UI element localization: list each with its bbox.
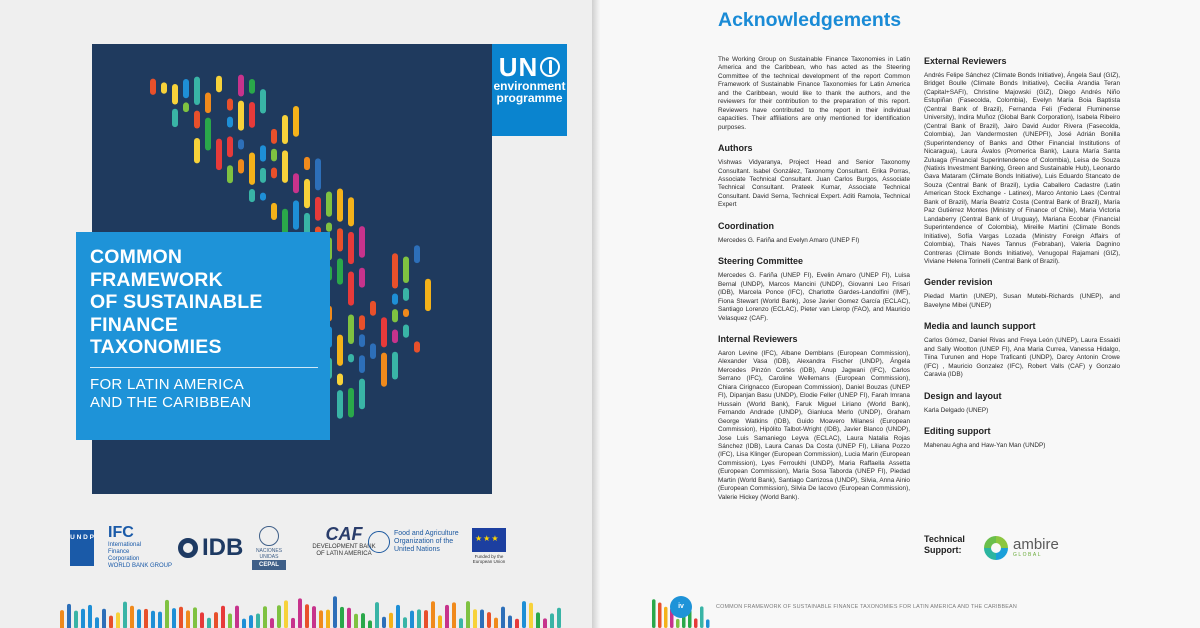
map-bar — [403, 324, 409, 337]
footer-bar — [652, 599, 656, 628]
strip-bar — [200, 612, 204, 628]
strip-bar — [235, 606, 239, 628]
strip-bar — [88, 605, 92, 628]
map-bar — [172, 109, 178, 127]
strip-bar — [522, 601, 526, 628]
map-bar — [392, 293, 398, 304]
editing-text: Mahenau Agha and Haw-Yan Man (UNDP) — [924, 442, 1046, 450]
map-bar — [337, 335, 343, 366]
strip-bar — [361, 613, 365, 628]
map-bar — [348, 354, 354, 362]
footer-bar — [664, 607, 668, 628]
strip-bar — [501, 607, 505, 628]
map-bar — [161, 82, 167, 93]
intro-paragraph: The Working Group on Sustainable Finance Taxonomies in Latin America and the Caribbean, who has acted as the Steering Committee of the technical development of the report Common Framework of Sustainable Finance Taxonomies for Latin America and the Caribbean, would like to thank the authors, and the reviewers for their contribution to the preparation of this report. Reviewers have contributed to the report in their individual capacities. Their affiliations are only mentioned for identification purposes. — [718, 56, 910, 131]
decorative-bar-strip — [0, 594, 598, 628]
footer-bar — [700, 606, 704, 628]
strip-bar — [305, 604, 309, 628]
technical-support-line: Support: — [924, 544, 962, 555]
strip-bar — [228, 613, 232, 628]
strip-bar — [60, 610, 64, 628]
eu-flag-icon — [472, 528, 506, 552]
map-bar — [293, 200, 299, 229]
strip-bar — [424, 610, 428, 628]
map-bar — [238, 75, 244, 97]
map-bar — [304, 179, 310, 208]
ifc-logo-line: International — [108, 542, 142, 548]
undp-logo-text: U N D P — [70, 534, 94, 541]
strip-bar — [151, 611, 155, 628]
strip-bar — [298, 598, 302, 628]
ambire-sub: GLOBAL — [1013, 552, 1043, 558]
authors-text: Vishwas Vidyaranya, Project Head and Senior Taxonomy Consultant. Isabel González, Taxonomy Consultant. Erika Porras, Associate Technical Consultant. Juan Carlos Burgos, Associate Technical Consultant. Prateek Kumar, Associate Technical Consultant. David Serna, Technical Expert. Aditi Ramola, Technical Expert — [718, 159, 910, 209]
idb-logo-text: IDB — [202, 534, 244, 561]
cover-title-line: OF SUSTAINABLE — [90, 291, 263, 313]
map-bar — [249, 189, 255, 202]
map-bar — [227, 165, 233, 183]
steering-text: Mercedes G. Fariña (UNEP FI), Evelin Amaro (UNEP FI), Luisa Bernal (UNDP), Marcos Mancini (UNDP), Giovanni Leo Frisari (IDB), Marcela Ponce (IFC), Charlotte Gardes-Landolfini (IMF), Fiona Stewart (World Bank), Jose Javier Gomez García (ECLAC), Santiago Lorenzo (ECLAC), Pieter van Lierop (FAO), and Mauricio Velasquez (CAF). — [718, 272, 910, 322]
strip-bar — [319, 610, 323, 628]
footer-bar — [694, 618, 698, 628]
strip-bar — [375, 602, 379, 628]
strip-bar — [473, 609, 477, 628]
strip-bar — [347, 608, 351, 628]
un-emblem-icon — [259, 526, 279, 546]
strip-bar — [410, 611, 414, 628]
map-bar — [403, 256, 409, 283]
cover-page — [0, 0, 598, 628]
strip-bar — [368, 620, 372, 628]
strip-bar — [102, 609, 106, 628]
map-bar — [315, 197, 321, 221]
authors-heading: Authors — [718, 143, 753, 154]
fao-emblem-icon — [368, 531, 390, 553]
strip-bar — [284, 600, 288, 628]
strip-bar — [123, 602, 127, 628]
map-bar — [194, 138, 200, 163]
map-bar — [249, 153, 255, 185]
cover-subtitle — [90, 376, 318, 412]
map-bar — [238, 139, 244, 149]
map-bar — [205, 118, 211, 151]
gender-heading: Gender revision — [924, 277, 993, 288]
strip-bar — [263, 606, 267, 628]
map-bar — [425, 279, 431, 311]
map-bar — [348, 315, 354, 344]
ambire-name: ambire — [1013, 536, 1059, 553]
footer-bar — [676, 619, 680, 628]
map-bar — [392, 253, 398, 288]
strip-bar — [480, 609, 484, 628]
map-bar — [381, 353, 387, 387]
map-bar — [183, 102, 189, 112]
strip-bar — [382, 617, 386, 628]
map-bar — [315, 158, 321, 190]
strip-bar — [431, 601, 435, 628]
media-text: Carlos Gómez, Daniel Rivas and Freya León (UNEP), Laura Essaidi and Sally Wootton (UNEP FI), Ana Maria Currea, Vanessa Hidalgo, Tiina Turunen and Hope Traficanti (UNDP), Darcy Antonin Crowe (IFC) , Mauricio Gonzalez (IFC), Robert Valls (CAF) y Gonzalo Caravia (IDB) — [924, 337, 1120, 379]
idb-ring-icon — [178, 538, 198, 558]
fao-logo-line: United Nations — [394, 546, 440, 553]
strip-bar — [340, 607, 344, 628]
caf-logo-name: CAF — [325, 524, 363, 544]
strip-bar — [130, 606, 134, 628]
cover-title-line: TAXONOMIES — [90, 336, 222, 358]
unep-un-text: UN — [498, 52, 539, 82]
map-bar — [260, 193, 266, 201]
map-bar — [183, 79, 189, 98]
footer-bar — [658, 603, 662, 628]
ambire-logo — [984, 536, 1059, 560]
map-bar — [359, 226, 365, 258]
map-bar — [359, 379, 365, 410]
map-bar — [337, 374, 343, 386]
map-bar — [359, 315, 365, 330]
strip-bar — [193, 607, 197, 628]
strip-bar — [270, 618, 274, 628]
map-bar — [216, 76, 222, 93]
map-bar — [403, 309, 409, 317]
ifc-logo-name: IFC — [108, 524, 134, 541]
eclac-logo — [252, 524, 286, 570]
strip-bar — [256, 613, 260, 628]
coordination-heading: Coordination — [718, 220, 774, 231]
strip-bar — [291, 618, 295, 628]
strip-bar — [95, 617, 99, 628]
map-bar — [260, 89, 266, 113]
map-bar — [348, 271, 354, 305]
map-bar — [271, 203, 277, 220]
ambire-mark-icon — [984, 536, 1008, 560]
map-bar — [337, 390, 343, 419]
strip-bar — [277, 605, 281, 628]
cover-title-line: COMMON — [90, 246, 183, 268]
strip-bar — [221, 606, 225, 628]
unep-emblem-icon — [540, 57, 560, 77]
footer-running-title: COMMON FRAMEWORK OF SUSTAINABLE FINANCE TAXONOMIES FOR LATIN AMERICA AND THE CARIBBEAN — [716, 604, 1017, 610]
media-heading: Media and launch support — [924, 321, 1036, 332]
map-bar — [337, 258, 343, 284]
cover-title-line: FRAMEWORK — [90, 268, 223, 291]
map-bar — [337, 188, 343, 221]
idb-logo — [178, 534, 243, 562]
unep-logo — [492, 44, 567, 136]
map-bar — [150, 79, 156, 95]
strip-bar — [144, 609, 148, 628]
strip-bar — [81, 609, 85, 628]
strip-bar — [158, 612, 162, 628]
page-number-badge: iv — [670, 596, 692, 618]
eclac-logo-top: NACIONES UNIDAS — [255, 548, 283, 560]
caf-logo-line: DEVELOPMENT BANK — [312, 544, 376, 550]
map-bar — [216, 139, 222, 171]
strip-bar — [249, 615, 253, 628]
strip-bar — [242, 619, 246, 628]
internal-reviewers-text: Aaron Levine (IFC), Albane Demblans (European Commission), Alexander Vasa (IDB), Alexandra Fischer (UNDP), Ángela Mercedes Pinzón Cortés (IDB), Anup Jagwani (IFC), Carlos Serrano (IFC), Caroline Wellemans (European Commission), Chiara Cirignacco (European Commission), Daniel Bouzas (UNEP FI), Dipanjan Basu (UNDP), Elodie Feller (UNEP FI), Farah Imrana Hussain (World Bank), Faruk Miguel Liriano (World Bank), Fernando Andrade (UNDP), Gianluca Merlo (UNDP), Graham George Watkins (IDB), Guido Moavero Milanesi (European Commission), Hipólito Talbot-Wright (IDB), Javier Blanco (UNDP), Jose Luis Samaniego Leyva (ECLAC), Laura Natalia Rojas Sánchez (IDB), Laura Canas Da Costa (UNEP FI), Liliana Pozzo (IFC), Lisa Klinger (European Commission), Lucia Marin (European Commission), Lyes Ferroukhi (UNDP), Maria Raffaella Assetta (European Commission), María Sosa Taborda (UNEP FI), Piedad Martin (World Bank), Santiago Carrizosa (UNDP), Silvia, Anna Ainio (European Commission), Silvia De Iacovo (European Commission), Valerie Hickey (World Bank). — [718, 349, 910, 501]
ifc-logo-line: Corporation — [108, 556, 140, 562]
undp-logo — [70, 530, 94, 566]
map-bar — [359, 334, 365, 347]
map-bar — [359, 268, 365, 288]
strip-bar — [536, 612, 540, 628]
map-bar — [282, 150, 288, 182]
strip-bar — [186, 610, 190, 628]
map-bar — [238, 159, 244, 173]
map-bar — [414, 245, 420, 263]
map-bar — [370, 301, 376, 316]
map-bar — [414, 341, 420, 352]
strip-bar — [494, 618, 498, 628]
strip-bar — [543, 618, 547, 628]
map-bar — [227, 117, 233, 128]
strip-bar — [116, 612, 120, 628]
strip-bar — [326, 610, 330, 628]
strip-bar — [396, 605, 400, 628]
map-bar — [282, 115, 288, 144]
strip-bar — [403, 617, 407, 628]
strip-bar — [165, 600, 169, 628]
map-bar — [172, 84, 178, 104]
strip-bar — [466, 601, 470, 628]
map-bar — [249, 79, 255, 94]
strip-bar — [109, 616, 113, 628]
strip-bar — [67, 604, 71, 628]
unep-line-2: programme — [496, 91, 563, 105]
map-bar — [260, 145, 266, 161]
cover-subtitle-line: AND THE CARIBBEAN — [90, 393, 252, 411]
map-bar — [337, 228, 343, 251]
strip-bar — [529, 603, 533, 628]
eu-logo-text: Funded by the European Union — [472, 554, 506, 564]
ambire-wordmark — [1013, 538, 1059, 558]
strip-bar — [487, 612, 491, 628]
map-bar — [227, 136, 233, 157]
map-bar — [348, 232, 354, 264]
gender-text: Piedad Martin (UNEP), Susan Mutebi-Richards (UNEP), and Bavelyne Mibei (UNEP) — [924, 293, 1120, 309]
strip-bar — [508, 615, 512, 628]
fao-logo-text — [394, 530, 459, 554]
editing-heading: Editing support — [924, 426, 991, 437]
external-reviewers-text: Andrés Felipe Sánchez (Climate Bonds Initiative), Ángela Saul (GIZ), Bridget Boulle (Climate Bonds Initiative), Cecilia Arandia Teran (Capital+SAFI), Christine Majowski (GIZ), Diego Andrés Niño Estupiñan (Fasecolda, Colombia), Evelyn María Boia Baptista (Central Bank of Brazil), Fernanda Feli (Federal Fluminense University), Indira Muñoz (Global Bank Corporation), Isabela Ribeiro (Central Bank of Brazil), Jairo David Audor Rivera (Fasecolda, Colombia), Jan Vandermosten (UNEPFI), José Adrián Bonilla (Superintendency of Banks and Other Financial Institutions of Nicaragua), Laura Ávalos (Promerica Bank), Laura María Santa Zuluaga (Financial Superintendence of Colombia), Leisa de Souza (Natixis Investment Banking, Green and Sustainable Hub), Leonardo Gava Mataram (Climate Bonds Initiative), Luis Eduardo Stancato de Souza (Central Bank of Brazil), Lydia Caballero Cadastre (Latin American Stock Exchange - Latinex), Marco Antonio Laes (Central Bank of Brazil), María Beatriz Costa (Central Bank of Brazil), María Paz Gutiérrez Montes (Ministry of Finance of Chile), Maria Victoria Landaberry (Central Bank of Uruguay), Mariana Ecobar (Financial Superintendence of Colombia), Mireille Martini (Climate Bonds Initiative), Sofía Vargas Lozada (Ministry Foreign Affairs of Colombia), Thais Naves Tannus (Febraban), Valeria Dagnino Contreras (Climate Bonds Initiative), Venugopal Rajamani (GIZ), Viviane Helena Torinelli (Central Bank of Brazil). — [924, 72, 1120, 265]
strip-bar — [550, 613, 554, 628]
eu-logo — [470, 528, 508, 564]
acknowledgements-page — [600, 0, 1200, 628]
coordination-text: Mercedes G. Fariña and Evelyn Amaro (UNEP FI) — [718, 236, 860, 244]
strip-bar — [354, 614, 358, 628]
footer-bar — [706, 619, 710, 628]
internal-reviewers-heading: Internal Reviewers — [718, 333, 798, 344]
technical-support-line: Technical — [924, 534, 965, 544]
map-bar — [260, 168, 266, 183]
map-bar — [403, 288, 409, 301]
strip-bar — [417, 609, 421, 628]
map-bar — [194, 77, 200, 105]
map-bar — [392, 329, 398, 343]
map-bar — [348, 388, 354, 418]
design-text: Karla Delgado (UNEP) — [924, 406, 989, 414]
strip-bar — [459, 618, 463, 628]
map-bar — [205, 92, 211, 113]
fao-logo-line: Food and Agriculture — [394, 530, 459, 537]
cover-title — [90, 246, 318, 359]
strip-bar — [452, 602, 456, 628]
unep-line-1: environment — [493, 79, 566, 93]
map-bar — [271, 167, 277, 178]
eclac-logo-text: CEPAL — [252, 560, 286, 570]
cover-title-line: FINANCE — [90, 313, 179, 336]
strip-bar — [557, 608, 561, 628]
strip-bar — [438, 615, 442, 628]
left-column — [718, 56, 910, 513]
fao-logo — [368, 530, 468, 554]
page-heading: Acknowledgements — [718, 9, 902, 31]
map-bar — [194, 111, 200, 129]
map-bar — [293, 106, 299, 137]
strip-bar — [515, 619, 519, 628]
map-bar — [359, 355, 365, 373]
strip-bar — [214, 612, 218, 628]
cover-title-box — [76, 232, 330, 440]
technical-support-label — [924, 534, 965, 555]
external-reviewers-heading: External Reviewers — [924, 56, 1007, 66]
design-heading: Design and layout — [924, 390, 1002, 401]
ifc-logo — [108, 524, 178, 570]
strip-bar — [312, 606, 316, 628]
strip-bar — [389, 613, 393, 628]
map-bar — [326, 222, 332, 231]
map-bar — [271, 149, 277, 162]
map-bar — [392, 309, 398, 322]
fao-logo-line: Organization of the — [394, 538, 454, 545]
map-bar — [392, 352, 398, 380]
partner-logos — [66, 524, 516, 574]
ifc-logo-line: Finance — [108, 549, 130, 555]
map-bar — [249, 102, 255, 128]
steering-heading: Steering Committee — [718, 256, 804, 267]
map-bar — [238, 101, 244, 131]
map-bar — [227, 99, 233, 111]
strip-bar — [137, 609, 141, 628]
map-bar — [304, 157, 310, 170]
map-bar — [348, 197, 354, 226]
title-divider — [90, 367, 318, 368]
strip-bar — [207, 618, 211, 628]
strip-bar — [333, 596, 337, 628]
map-bar — [293, 173, 299, 193]
ifc-logo-line: WORLD BANK GROUP — [108, 563, 173, 569]
cover-subtitle-line: FOR LATIN AMERICA — [90, 375, 245, 393]
right-column — [924, 56, 1120, 462]
strip-bar — [445, 605, 449, 628]
map-bar — [370, 343, 376, 359]
strip-bar — [74, 611, 78, 628]
strip-bar — [172, 608, 176, 628]
map-bar — [271, 129, 277, 144]
caf-logo-line: OF LATIN AMERICA — [316, 551, 372, 557]
map-bar — [326, 191, 332, 216]
map-bar — [381, 317, 387, 347]
strip-bar — [179, 607, 183, 628]
